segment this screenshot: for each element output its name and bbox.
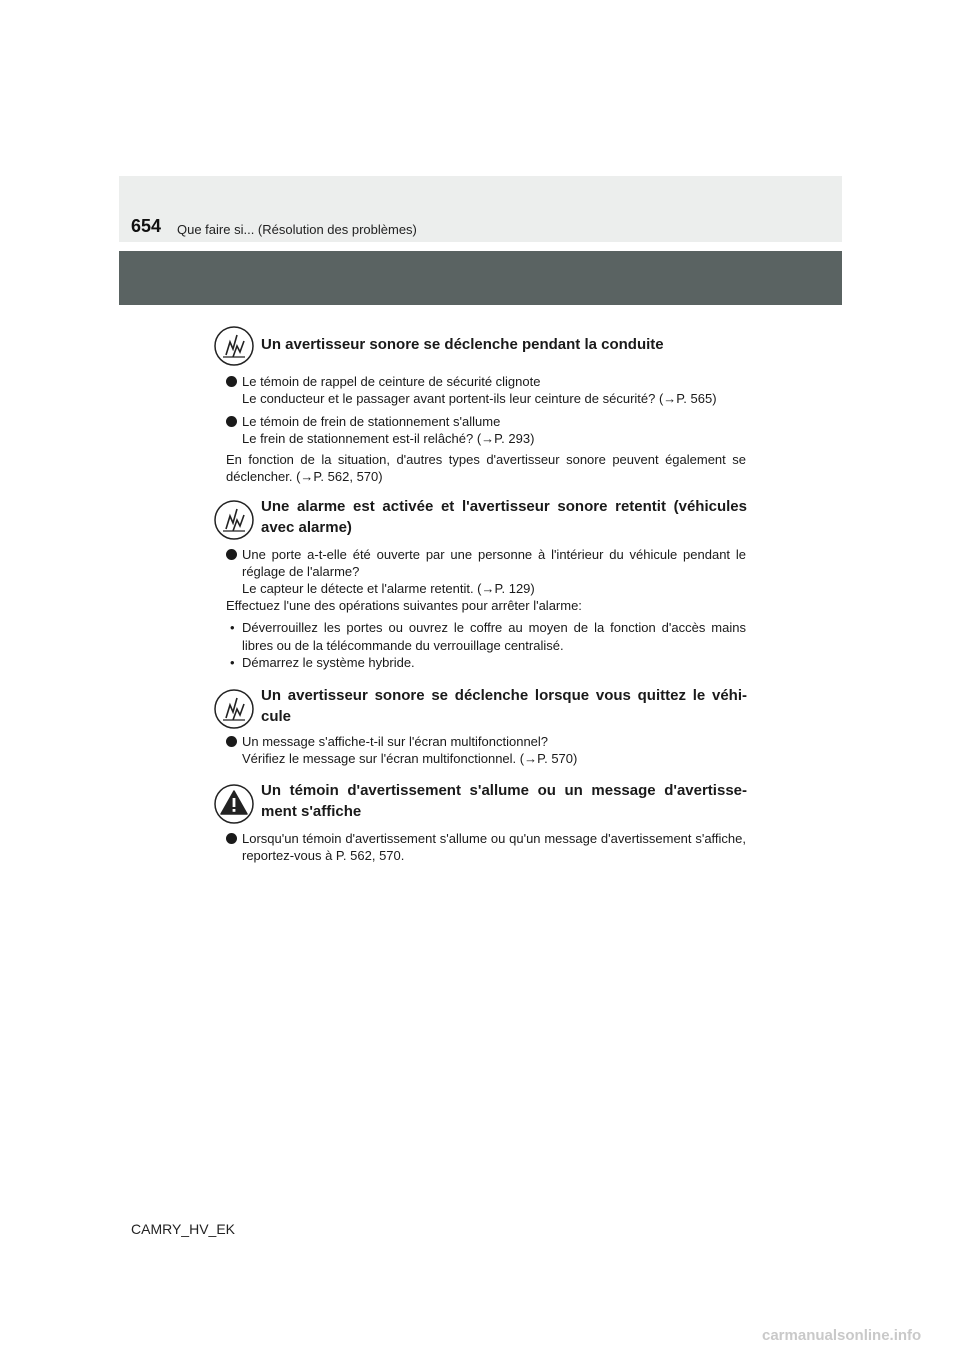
list-item (226, 733, 746, 769)
bullet-line: Lorsqu'un témoin d'avertissement s'allume ou qu'un message d'avertissement s'affiche, reportez-vous à P. 562, 570. (242, 831, 746, 863)
bullet-line: Le frein de stationnement est-il relâché? (→P. 293) (242, 431, 535, 446)
horn-sound-icon (213, 499, 255, 541)
section-note: Effectuez l'une des opérations suivantes pour arrêter l'alarme: (226, 598, 582, 613)
list-item (226, 830, 746, 866)
bullet-line: Une porte a-t-elle été ouverte par une personne à l'intérieur du véhicule pendant le réglage de l'alarme? (242, 547, 746, 579)
section-horn-while-driving (213, 325, 747, 369)
bullet-line: Le conducteur et le passager avant portent-ils leur ceinture de sécurité? (→P. 565) (242, 391, 717, 406)
list-item (226, 654, 746, 672)
dash-text: Démarrez le système hybride. (242, 655, 415, 670)
bullet-icon (226, 833, 237, 844)
section-alarm-activated (213, 496, 747, 544)
watermark: carmanualsonline.info (762, 1327, 922, 1344)
dash-marker: • (230, 620, 235, 635)
dash-text: Déverrouillez les portes ou ouvrez le coffre au moyen de la fonction d'accès mains libres ou de la télécommande du verrouillage centralisé. (242, 620, 746, 653)
section-warning-light (213, 780, 747, 828)
section-title: Une alarme est activée et l'avertisseur sonore retentit (véhicules avec alarme) (261, 498, 747, 536)
list-item (226, 413, 746, 449)
section-title: Un avertisseur sonore se déclenche lorsque vous quittez le véhi-cule (261, 687, 747, 725)
model-code: CAMRY_HV_EK (131, 1221, 236, 1237)
bullet-line: Le témoin de rappel de ceinture de sécurité clignote (242, 374, 541, 389)
warning-triangle-icon (213, 783, 255, 825)
running-head: Que faire si... (Résolution des problèmes) (177, 222, 417, 237)
section-title: Un avertisseur sonore se déclenche pendant la conduite (261, 336, 664, 353)
section-title: Un témoin d'avertissement s'allume ou un message d'avertisse-ment s'affiche (261, 782, 747, 820)
bullet-line: Le témoin de frein de stationnement s'allume (242, 414, 501, 429)
list-item (226, 546, 746, 598)
list-item (226, 373, 746, 409)
horn-sound-icon (213, 325, 255, 367)
bullet-line: Un message s'affiche-t-il sur l'écran multifonctionnel? (242, 734, 549, 749)
bullet-line: Le capteur le détecte et l'alarme retentit. (→P. 129) (242, 581, 535, 596)
horn-sound-icon (213, 688, 255, 730)
bullet-icon (226, 376, 237, 387)
section-horn-when-leaving (213, 685, 747, 733)
bullet-line: Vérifiez le message sur l'écran multifonctionnel. (→P. 570) (242, 751, 578, 766)
bullet-icon (226, 416, 237, 427)
bullet-icon (226, 736, 237, 747)
dash-marker: • (230, 655, 235, 670)
section-note: En fonction de la situation, d'autres types d'avertisseur sonore peuvent également se déclencher. (→P. 562, 570) (226, 452, 746, 484)
bullet-icon (226, 549, 237, 560)
chapter-title-bar (119, 251, 842, 305)
list-item (226, 619, 746, 655)
page-number: 654 (131, 216, 162, 236)
